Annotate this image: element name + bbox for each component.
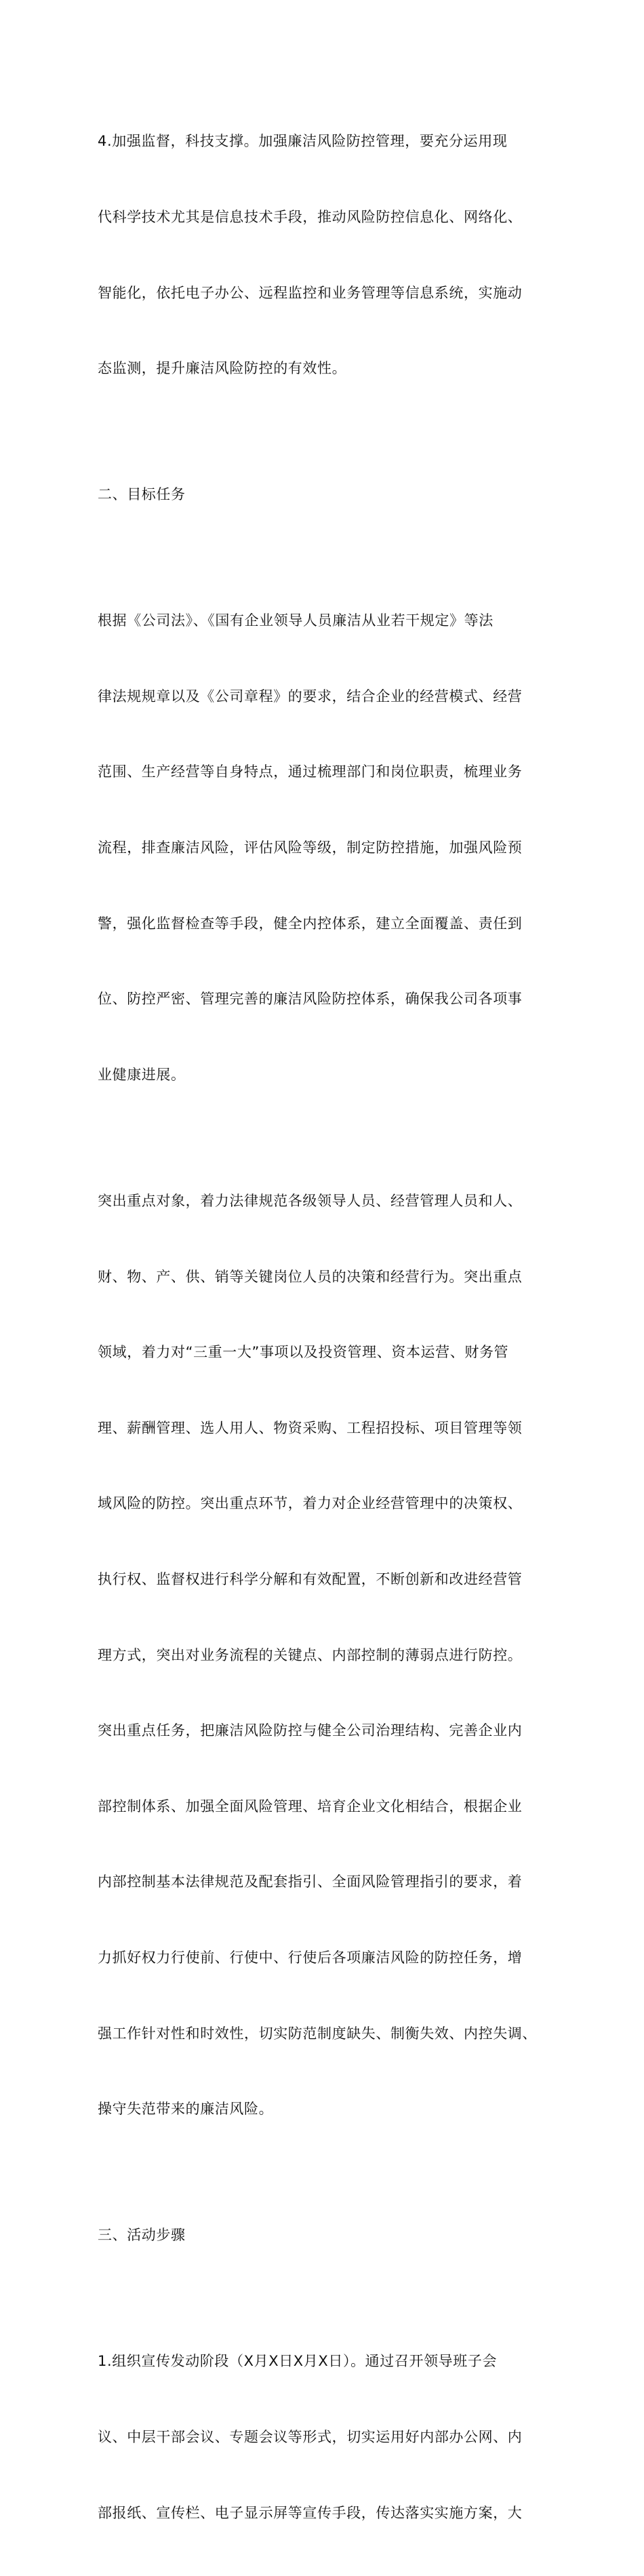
text-line: 1.组织宣传发动阶段（X月X日X月X日）。通过召开领导班子会 bbox=[98, 2353, 498, 2370]
text-line: 业健康进展。 bbox=[98, 1066, 186, 1083]
document-body bbox=[98, 79, 552, 2576]
text-line: 部控制体系、加强全面风险管理、培育企业文化相结合，根据企业 bbox=[98, 1798, 523, 1815]
text-line: 领域，着力对“三重一大”事项以及投资管理、资本运营、财务管 bbox=[98, 1344, 509, 1361]
text-line: 位、防控严密、管理完善的廉洁风险防控体系，确保我公司各项事 bbox=[98, 991, 523, 1008]
text-line: 态监测，提升廉洁风险防控的有效性。 bbox=[98, 360, 347, 377]
text-line: 代科学技术尤其是信息技术手段，推动风险防控信息化、网络化、 bbox=[98, 209, 523, 226]
text-line: 4.加强监督，科技支撑。加强廉洁风险防控管理，要充分运用现 bbox=[98, 133, 508, 150]
text-line: 域风险的防控。突出重点环节，着力对企业经营管理中的决策权、 bbox=[98, 1495, 523, 1512]
paragraph-key-focus bbox=[98, 1138, 552, 2173]
text-line: 执行权、监督权进行科学分解和有效配置，不断创新和改进经营管 bbox=[98, 1570, 523, 1587]
paragraph-publicity-stage bbox=[98, 2299, 552, 2576]
heading-activity-steps bbox=[98, 2173, 552, 2299]
text-line: 内部控制基本法律规范及配套指引、全面风险管理指引的要求，着 bbox=[98, 1874, 523, 1890]
text-line: 突出重点任务，把廉洁风险防控与健全公司治理结构、完善企业内 bbox=[98, 1722, 523, 1739]
text-line: 流程，排查廉洁风险，评估风险等级，制定防控措施，加强风险预 bbox=[98, 839, 523, 856]
paragraph-tech-support bbox=[98, 79, 552, 432]
text-line: 范围、生产经营等自身特点，通过梳理部门和岗位职责，梳理业务 bbox=[98, 764, 523, 780]
text-line: 操守失范带来的廉洁风险。 bbox=[98, 2101, 274, 2118]
text-line: 理方式，突出对业务流程的关键点、内部控制的薄弱点进行防控。 bbox=[98, 1646, 523, 1663]
section-heading: 三、活动步骤 bbox=[98, 2227, 186, 2244]
text-line: 律法规规章以及《公司章程》的要求，结合企业的经营模式、经营 bbox=[98, 688, 523, 705]
text-line: 力抓好权力行使前、行使中、行使后各项廉洁风险的防控任务，增 bbox=[98, 1949, 523, 1966]
text-line: 财、物、产、供、销等关键岗位人员的决策和经营行为。突出重点 bbox=[98, 1268, 523, 1285]
text-line: 部报纸、宣传栏、电子显示屏等宣传手段，传达落实实施方案，大 bbox=[98, 2504, 523, 2521]
text-line: 突出重点对象，着力法律规范各级领导人员、经营管理人员和人、 bbox=[98, 1192, 523, 1209]
heading-goals-tasks bbox=[98, 432, 552, 558]
text-line: 智能化，依托电子办公、远程监控和业务管理等信息系统，实施动 bbox=[98, 284, 523, 301]
text-line: 议、中层干部会议、专题会议等形式，切实运用好内部办公网、内 bbox=[98, 2428, 523, 2445]
text-line: 强工作针对性和时效性，切实防范制度缺失、制衡失效、内控失调、 bbox=[98, 2025, 537, 2042]
text-line: 警，强化监督检查等手段，健全内控体系，建立全面覆盖、责任到 bbox=[98, 915, 523, 932]
section-heading: 二、目标任务 bbox=[98, 486, 186, 503]
paragraph-goals bbox=[98, 558, 552, 1138]
text-line: 理、薪酬管理、选人用人、物资采购、工程招投标、项目管理等领 bbox=[98, 1419, 523, 1436]
text-line: 根据《公司法》、《国有企业领导人员廉洁从业若干规定》等法 bbox=[98, 612, 494, 629]
